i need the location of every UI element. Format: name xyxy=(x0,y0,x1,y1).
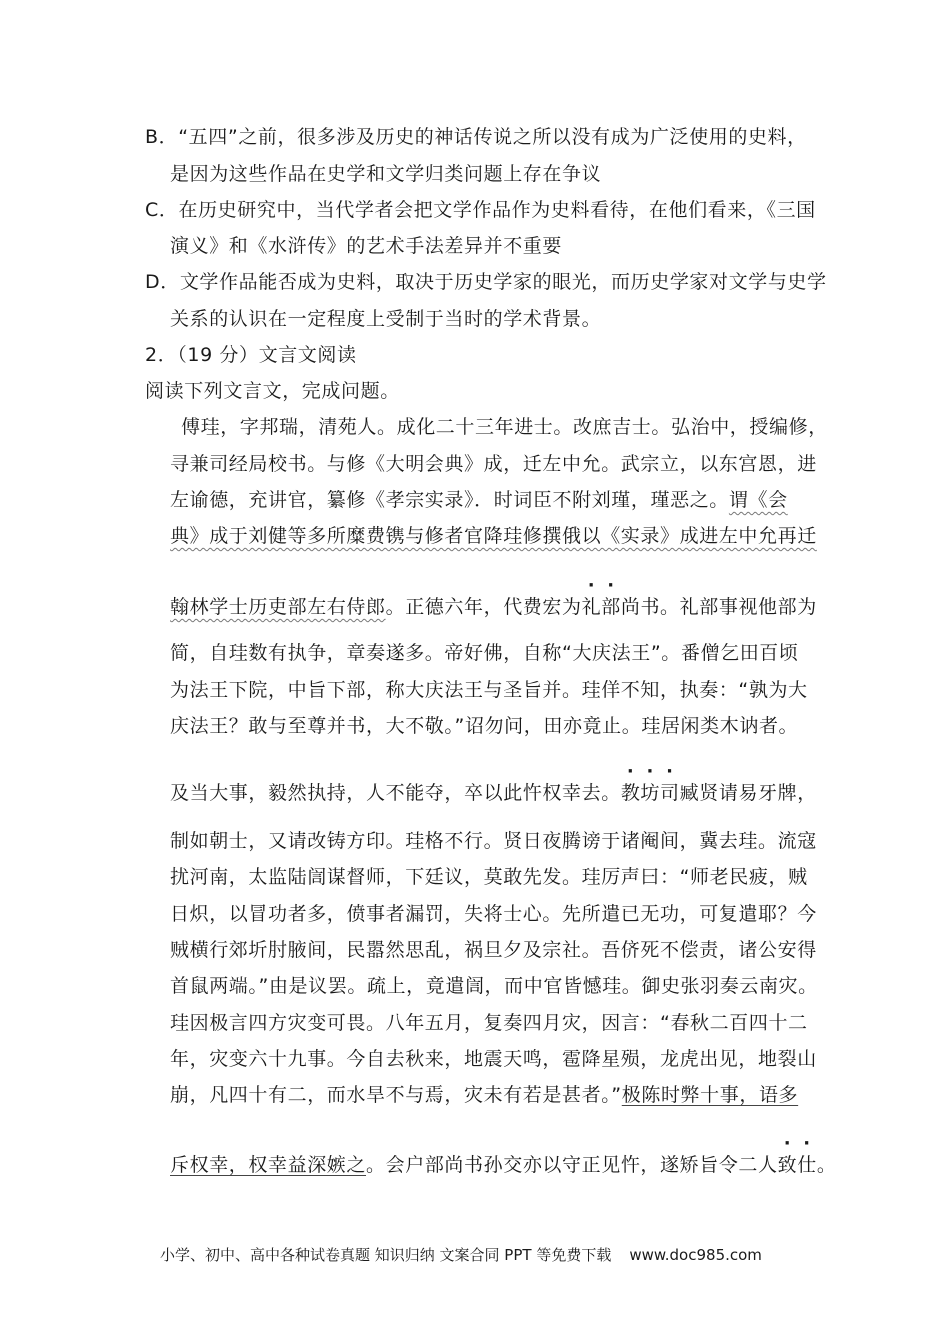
option-d-line-2: 关系的认识在一定程度上受制于当时的学术背景。 xyxy=(170,308,602,330)
passage-line-5 xyxy=(170,594,817,620)
passage-line-14: 首鼠两端。”由是议罢。疏上，竟遣訚，而中官皆憾珪。御史张羽奏云南灾。 xyxy=(170,975,818,997)
option-d-line-1: D．文学作品能否成为史料，取决于历史学家的眼光，而历史学家对文学与史学 xyxy=(145,271,827,293)
option-b-line-2: 是因为这些作品在史学和文学归类问题上存在争议 xyxy=(170,163,602,185)
footer-url[interactable]: www.doc985.com xyxy=(629,1246,762,1264)
wavy-underlined-sentence: 典》成于刘健等多所糜费镌与修者官降珪修撰俄以《实录》成进左中允再迁 xyxy=(170,525,817,547)
dotted-term-jiaofangsi xyxy=(621,782,680,804)
question-2-heading: 2．（19 分）文言文阅读 xyxy=(145,344,357,366)
passage-line-9 xyxy=(170,780,817,806)
wavy-underlined-sentence-start: 谓《会 xyxy=(728,489,788,511)
passage-line-17 xyxy=(170,1082,798,1108)
dotted-term-zhishi xyxy=(778,1154,817,1176)
underlined-sentence-end: 斥权幸，权幸益深嫉之 xyxy=(170,1154,367,1176)
underlined-sentence-start: 极陈时弊十事，语多 xyxy=(621,1084,799,1106)
passage-line-11: 扰河南，太监陆訚谋督师，下廷议，莫敢先发。珪厉声曰：“师老民疲，贼 xyxy=(170,866,808,888)
option-c-line-1: C．在历史研究中，当代学者会把文学作品作为史料看待，在他们看来，《三国 xyxy=(145,199,816,221)
page-footer xyxy=(160,1243,800,1267)
passage-line-18 xyxy=(170,1152,836,1178)
emphasis-dot-char: 部 xyxy=(601,596,621,618)
emphasis-dot-char: 司 xyxy=(660,782,680,804)
option-c-line-2: 演义》和《水浒传》的艺术手法差异并不重要 xyxy=(170,235,563,257)
passage-line-1: 傅珪，字邦瑞，清苑人。成化二十三年进士。改庶吉士。弘治中，授编修， xyxy=(181,416,828,438)
option-b-line-1: B．“五四”之前，很多涉及历史的神话传说之所以没有成为广泛使用的史料， xyxy=(145,126,807,148)
footer-text: 小学、初中、高中各种试卷真题 知识归纳 文案合同 PPT 等免费下载 xyxy=(160,1246,612,1264)
emphasis-dot-char: 教 xyxy=(620,782,641,804)
passage-line-13: 贼横行郊圻肘腋间，民嚣然思乱，祸旦夕及宗社。吾侪死不偿责，诸公安得 xyxy=(170,939,817,961)
emphasis-dot-char: 仕 xyxy=(797,1154,817,1176)
passage-line-8: 庆法王？敢与至尊并书，大不敬。”诏勿问，田亦竟止。珪居闲类木讷者。 xyxy=(170,715,799,737)
emphasis-dot-char: 礼 xyxy=(581,596,602,618)
passage-line-18-text-tail: 。 xyxy=(816,1154,837,1176)
wavy-underlined-sentence-end: 翰林学士历吏部左右侍郎 xyxy=(170,596,386,618)
emphasis-dot-char: 坊 xyxy=(640,782,661,804)
passage-line-5-text: 。正德六年，代费宏为 xyxy=(385,596,582,618)
passage-line-4 xyxy=(170,523,817,549)
emphasis-dot-char: 致 xyxy=(777,1154,798,1176)
passage-line-10: 制如朝士，又请改铸方印。珪格不行。贤日夜腾谤于诸阉间，冀去珪。流寇 xyxy=(170,830,817,852)
passage-line-2: 寻兼司经局校书。与修《大明会典》成，迁左中允。武宗立，以东宫恩，进 xyxy=(170,453,817,475)
passage-line-15: 珪因极言四方灾变可畏。八年五月，复奏四月灾，因言：“春秋二百四十二 xyxy=(170,1012,808,1034)
passage-line-17-text: 崩，凡四十有二，而水旱不与焉，灾未有若是甚者。” xyxy=(170,1084,622,1106)
dotted-term-libu xyxy=(582,596,621,618)
passage-line-9-text: 及当大事，毅然执持，人不能夺，卒以此忤权幸去。 xyxy=(170,782,621,804)
passage-line-16: 年，灾变六十九事。今自去秋来，地震天鸣，雹降星殒，龙虎出见，地裂山 xyxy=(170,1048,817,1070)
passage-line-3 xyxy=(170,487,788,513)
passage-line-6: 简，自珪数有执争，章奏遂多。帝好佛，自称“大庆法王”。番僧乞田百顷 xyxy=(170,642,799,664)
passage-line-7: 为法王下院，中旨下部，称大庆法王与圣旨并。珪佯不知，执奏：“孰为大 xyxy=(170,679,808,701)
passage-line-3-text: 左谕德，充讲官，纂修《孝宗实录》．时词臣不附刘瑾，瑾恶之。 xyxy=(170,489,729,511)
passage-line-9-text-tail: 臧贤请易牙牌， xyxy=(679,782,817,804)
passage-line-5-text-tail: 尚书。礼部事视他部为 xyxy=(620,596,817,618)
passage-line-18-text: 。会户部尚书孙交亦以守正见忤，遂矫旨令二人 xyxy=(366,1154,778,1176)
question-2-instruction: 阅读下列文言文，完成问题。 xyxy=(145,380,400,402)
passage-line-12: 日炽，以冒功者多，偾事者漏罚，失将士心。先所遣已无功，可复遣耶？今 xyxy=(170,903,817,925)
